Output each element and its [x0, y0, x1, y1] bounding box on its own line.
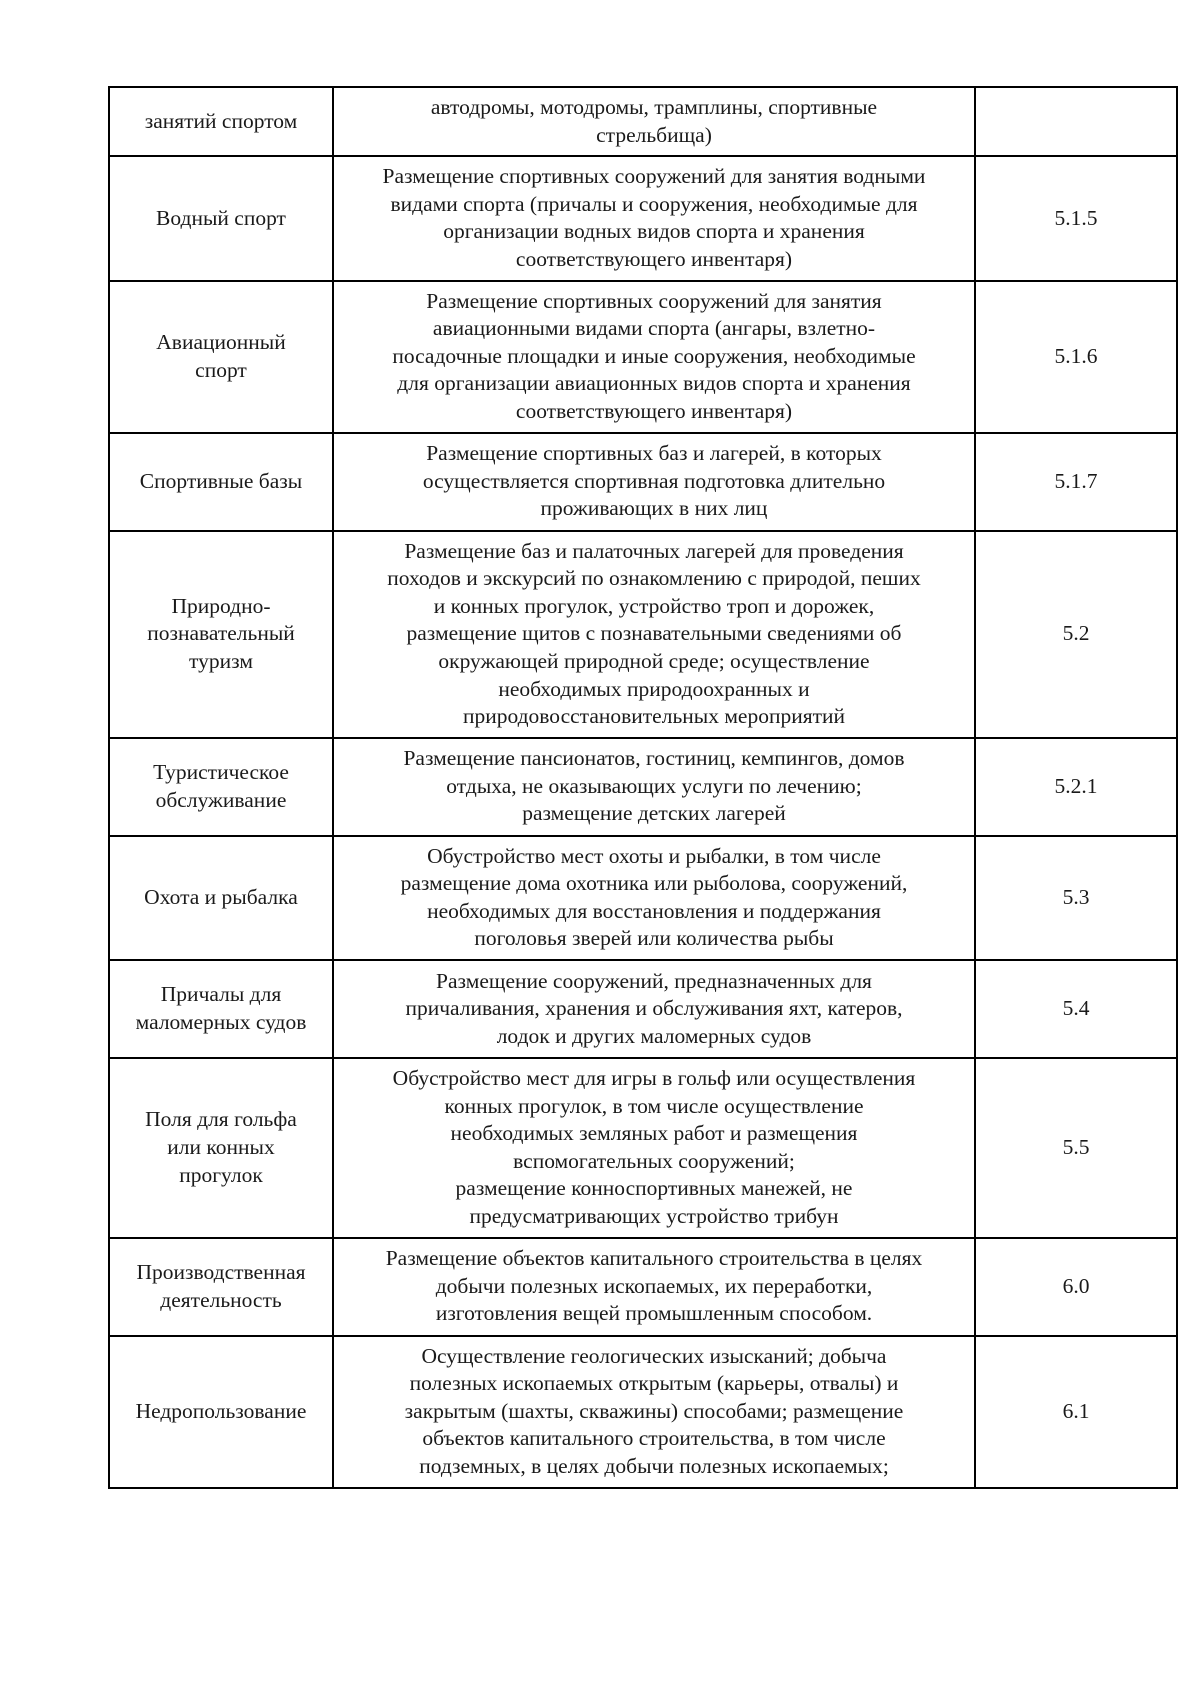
land-use-description-cell	[333, 836, 975, 960]
land-use-name-line: маломерных судов	[135, 1010, 307, 1035]
land-use-description-line: необходимых природоохранных и	[498, 676, 810, 701]
land-use-description-line: конных прогулок, в том числе осуществление	[444, 1093, 864, 1118]
land-use-description-cell	[333, 738, 975, 836]
table-row	[109, 87, 1177, 156]
land-use-description-line: Размещение сооружений, предназначенных для	[436, 968, 872, 993]
land-use-description-line: посадочные площадки и иные сооружения, необходимые	[392, 343, 916, 368]
land-use-description-line: осуществляется спортивная подготовка длительно	[422, 468, 886, 493]
land-use-description-line: причаливания, хранения и обслуживания яхт, катеров,	[405, 996, 903, 1021]
land-use-code-cell: 5.1.6	[975, 281, 1177, 433]
land-use-description-line: размещение щитов с познавательными сведениями об	[406, 621, 902, 646]
table-row	[109, 531, 1177, 738]
land-use-code-cell: 5.4	[975, 960, 1177, 1058]
land-use-description-line: Размещение спортивных сооружений для занятия водными	[382, 164, 926, 189]
land-use-name-line: Авиационный	[156, 329, 286, 354]
table-row	[109, 960, 1177, 1058]
table-row	[109, 738, 1177, 836]
land-use-name-cell	[109, 1058, 333, 1238]
land-use-name-line: прогулок	[179, 1162, 263, 1187]
land-use-description-line: Размещение спортивных баз и лагерей, в которых	[426, 441, 882, 466]
table-row	[109, 836, 1177, 960]
land-use-description-line: проживающих в них лиц	[540, 496, 768, 521]
land-use-name-cell	[109, 1336, 333, 1488]
land-use-code-cell: 5.1.5	[975, 156, 1177, 280]
land-use-description-line: необходимых земляных работ и размещения	[450, 1121, 858, 1146]
land-use-name-line: туризм	[189, 648, 253, 673]
land-use-description-line: Осуществление геологических изысканий; добыча	[421, 1343, 887, 1368]
land-use-code-cell: 6.0	[975, 1238, 1177, 1336]
land-use-code-cell: 5.3	[975, 836, 1177, 960]
land-use-description-line: отдыха, не оказывающих услуги по лечению;	[446, 773, 862, 798]
land-use-code-cell: 5.2.1	[975, 738, 1177, 836]
land-use-description-line: полезных ископаемых открытым (карьеры, отвалы) и	[409, 1371, 899, 1396]
table-body	[109, 87, 1177, 1488]
land-use-name-line: обслуживание	[155, 787, 287, 812]
land-use-description-line: соответствующего инвентаря)	[515, 246, 793, 271]
land-use-name-line: Причалы для	[160, 982, 282, 1007]
table-row	[109, 433, 1177, 531]
land-use-description-cell	[333, 433, 975, 531]
land-use-name-line: Водный спорт	[156, 205, 286, 230]
land-use-description-line: Размещение объектов капитального строительства в целях	[385, 1246, 923, 1271]
land-use-name-line: Недропользование	[135, 1398, 307, 1423]
land-use-name-cell	[109, 433, 333, 531]
land-use-description-line: объектов капитального строительства, в том числе	[422, 1426, 886, 1451]
land-use-description-line: лодок и других маломерных судов	[496, 1023, 812, 1048]
land-use-name-line: Поля для гольфа	[145, 1107, 297, 1132]
land-use-name-cell	[109, 281, 333, 433]
land-use-description-cell	[333, 156, 975, 280]
land-use-table	[108, 86, 1178, 1489]
land-use-description-cell	[333, 531, 975, 738]
land-use-description-line: Размещение спортивных сооружений для занятия	[426, 288, 882, 313]
land-use-description-line: и конных прогулок, устройство троп и дорожек,	[433, 593, 875, 618]
land-use-description-line: размещение конноспортивных манежей, не	[455, 1176, 853, 1201]
land-use-name-cell	[109, 87, 333, 156]
land-use-description-line: размещение дома охотника или рыболова, сооружений,	[400, 871, 908, 896]
land-use-name-cell	[109, 836, 333, 960]
land-use-description-line: природовосстановительных мероприятий	[462, 704, 846, 729]
land-use-description-cell	[333, 1238, 975, 1336]
land-use-name-line: познавательный	[147, 621, 295, 646]
land-use-description-line: Размещение баз и палаточных лагерей для проведения	[404, 538, 904, 563]
land-use-description-line: для организации авиационных видов спорта и хранения	[397, 371, 911, 396]
land-use-name-line: или конных	[167, 1135, 275, 1160]
land-use-description-line: организации водных видов спорта и хранения	[443, 219, 865, 244]
land-use-description-line: предусматривающих устройство трибун	[469, 1204, 839, 1229]
land-use-code-cell	[975, 87, 1177, 156]
land-use-name-line: Производственная	[136, 1260, 306, 1285]
land-use-description-cell	[333, 87, 975, 156]
land-use-description-cell	[333, 960, 975, 1058]
table-row	[109, 156, 1177, 280]
land-use-name-line: деятельность	[160, 1287, 282, 1312]
table-row	[109, 1238, 1177, 1336]
table-row	[109, 1058, 1177, 1238]
land-use-name-line: занятий спортом	[144, 108, 298, 133]
land-use-description-line: видами спорта (причалы и сооружения, необходимые для	[390, 191, 918, 216]
land-use-description-line: Размещение пансионатов, гостиниц, кемпингов, домов	[403, 746, 905, 771]
land-use-description-cell	[333, 1336, 975, 1488]
table-row	[109, 281, 1177, 433]
land-use-code-cell: 5.2	[975, 531, 1177, 738]
land-use-code-cell: 5.5	[975, 1058, 1177, 1238]
land-use-description-line: Обустройство мест для игры в гольф или осуществления	[392, 1066, 916, 1091]
land-use-description-cell	[333, 281, 975, 433]
land-use-description-line: размещение детских лагерей	[522, 801, 786, 826]
land-use-name-cell	[109, 960, 333, 1058]
land-use-description-line: добычи полезных ископаемых, их переработки,	[435, 1273, 873, 1298]
land-use-name-line: Охота и рыбалка	[144, 885, 298, 910]
land-use-code-cell: 5.1.7	[975, 433, 1177, 531]
land-use-description-cell	[333, 1058, 975, 1238]
land-use-name-line: Спортивные базы	[139, 468, 303, 493]
land-use-description-line: окружающей природной среде; осуществление	[438, 648, 870, 673]
land-use-name-cell	[109, 738, 333, 836]
land-use-description-line: поголовья зверей или количества рыбы	[474, 926, 834, 951]
land-use-name-line: спорт	[195, 357, 247, 382]
land-use-description-line: походов и экскурсий по ознакомлению с природой, пеших	[387, 566, 921, 591]
land-use-description-line: подземных, в целях добычи полезных ископаемых;	[419, 1454, 889, 1478]
land-use-name-line: Природно-	[171, 593, 271, 618]
land-use-description-line: соответствующего инвентаря)	[515, 398, 793, 423]
land-use-name-cell	[109, 156, 333, 280]
land-use-description-line: закрытым (шахты, скважины) способами; размещение	[404, 1398, 904, 1423]
table-row	[109, 1336, 1177, 1488]
land-use-description-line: стрельбища)	[596, 122, 712, 147]
land-use-description-line: изготовления вещей промышленным способом.	[435, 1301, 873, 1326]
land-use-name-cell	[109, 531, 333, 738]
land-use-description-line: авиационными видами спорта (ангары, взлетно-	[432, 316, 876, 341]
land-use-code-cell: 6.1	[975, 1336, 1177, 1488]
land-use-name-cell	[109, 1238, 333, 1336]
land-use-description-line: необходимых для восстановления и поддержания	[427, 898, 881, 923]
land-use-description-line: Обустройство мест охоты и рыбалки, в том числе	[427, 843, 881, 868]
land-use-description-line: автодромы, мотодромы, трамплины, спортивные	[430, 95, 878, 119]
land-use-name-line: Туристическое	[153, 760, 289, 785]
land-use-description-line: вспомогательных сооружений;	[513, 1148, 795, 1173]
